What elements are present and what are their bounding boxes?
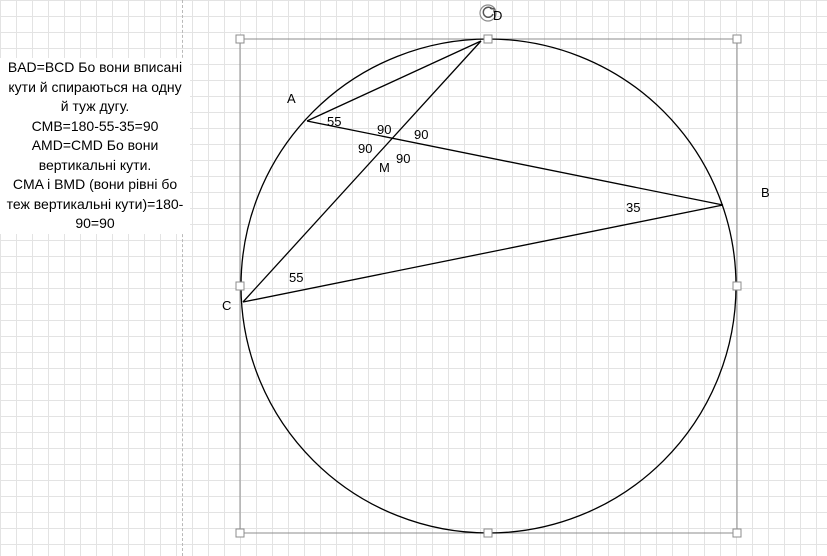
resize-handle-bottom[interactable]: [484, 529, 492, 537]
angle-label-m-left: 90: [358, 141, 373, 156]
note-line: CMA і BMD (вони рівні бо: [12, 176, 178, 192]
note-line: BAD=BCD Бо вони вписані: [7, 59, 183, 75]
resize-handle-right[interactable]: [733, 282, 741, 290]
resize-handle-top[interactable]: [484, 35, 492, 43]
note-line: AMD=CMD Бо вони: [31, 137, 159, 153]
circle: [241, 39, 736, 533]
angle-label-m-bottom: 90: [396, 151, 411, 166]
angle-label-m-right: 90: [414, 127, 429, 142]
point-label-c: C: [222, 298, 232, 313]
angle-label-b: 35: [626, 200, 641, 215]
note-line: вертикальні кути.: [38, 156, 152, 173]
point-label-b: B: [761, 185, 770, 200]
note-line: CMB=180-55-35=90: [31, 117, 159, 134]
point-label-d: D: [493, 8, 503, 23]
point-label-a: A: [287, 91, 296, 106]
chord-cd: [243, 41, 481, 302]
resize-handle-left[interactable]: [236, 282, 244, 290]
chord-ad: [307, 41, 481, 121]
chord-cb: [243, 205, 723, 302]
note-line: й туж дугу.: [60, 98, 130, 114]
note-line: 90=90: [75, 215, 115, 231]
selection-frame: [240, 39, 737, 533]
angle-label-c: 55: [289, 270, 304, 285]
point-label-m: M: [379, 160, 390, 175]
resize-handle-top-right[interactable]: [733, 35, 741, 43]
angle-label-m-top: 90: [377, 122, 392, 137]
note-line: теж вертикальні кути)=180-: [6, 195, 184, 212]
note-line: кути й спираються на одну: [8, 78, 182, 95]
resize-handle-bottom-left[interactable]: [236, 529, 244, 537]
resize-handle-top-left[interactable]: [236, 35, 244, 43]
angle-label-a: 55: [327, 114, 342, 129]
resize-handle-bottom-right[interactable]: [733, 529, 741, 537]
